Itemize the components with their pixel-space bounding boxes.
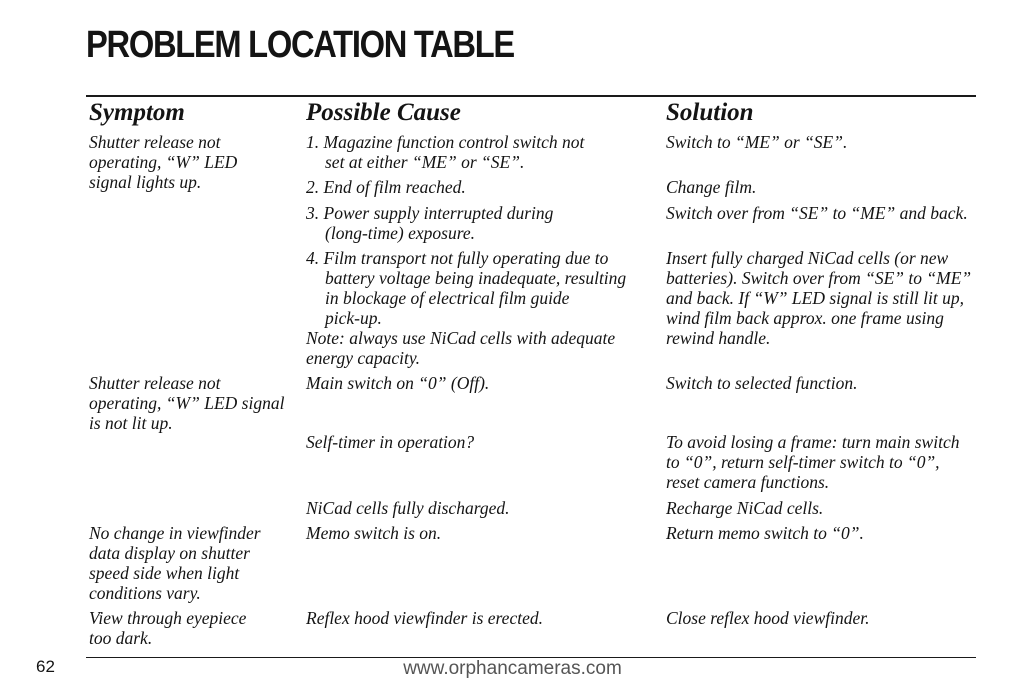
- cause-1-1: [306, 132, 584, 172]
- symptom-4: [89, 608, 246, 648]
- column-header-solution: Solution: [666, 99, 754, 126]
- text-line: View through eyepiece: [89, 608, 247, 628]
- text-line: pick-up.: [325, 308, 382, 328]
- page-title: PROBLEM LOCATION TABLE: [86, 24, 514, 66]
- symptom-3: [89, 523, 261, 603]
- column-header-symptom: Symptom: [89, 99, 185, 126]
- text-line: data display on shutter: [89, 543, 250, 563]
- text-line: 2. End of film reached.: [306, 177, 466, 197]
- text-line: operating, “W” LED signal: [89, 393, 285, 413]
- solution-4: [666, 608, 869, 628]
- text-line: 4. Film transport not fully operating due to: [306, 248, 609, 268]
- cause-1-3: [306, 203, 553, 243]
- solution-1-2: [666, 177, 756, 197]
- solution-3: [666, 523, 864, 543]
- text-line: operating, “W” LED: [89, 152, 238, 172]
- text-line: energy capacity.: [306, 348, 421, 368]
- text-line: set at either “ME” or “SE”.: [325, 152, 525, 172]
- text-line: Self-timer in operation?: [306, 432, 475, 452]
- text-line: Switch to selected function.: [666, 373, 858, 393]
- text-line: to “0”, return self-timer switch to “0”,: [666, 452, 940, 472]
- cause-4: [306, 608, 543, 628]
- text-line: too dark.: [89, 628, 153, 648]
- text-line: (long-time) exposure.: [325, 223, 475, 243]
- cause-2-2: [306, 432, 474, 452]
- text-line: Shutter release not: [89, 132, 221, 152]
- solution-2-1: [666, 373, 857, 393]
- text-line: is not lit up.: [89, 413, 173, 433]
- symptom-2: [89, 373, 284, 433]
- text-line: conditions vary.: [89, 583, 201, 603]
- text-line: 1. Magazine function control switch not: [306, 132, 585, 152]
- page-number: 62: [36, 657, 55, 676]
- text-line: NiCad cells fully discharged.: [306, 498, 510, 518]
- cause-2-1: [306, 373, 489, 393]
- text-line: in blockage of electrical film guide: [325, 288, 570, 308]
- text-line: wind film back approx. one frame using: [666, 308, 944, 328]
- text-line: 3. Power supply interrupted during: [306, 203, 554, 223]
- text-line: Reflex hood viewfinder is erected.: [306, 608, 543, 628]
- cause-1-4: [306, 248, 626, 328]
- solution-1-4: [666, 248, 971, 348]
- cause-3: [306, 523, 441, 543]
- text-line: Shutter release not: [89, 373, 221, 393]
- text-line: Insert fully charged NiCad cells (or new: [666, 248, 949, 268]
- cause-2-3: [306, 498, 510, 518]
- solution-1-3: [666, 203, 968, 223]
- text-line: Change film.: [666, 177, 757, 197]
- cause-1-note: [306, 328, 615, 368]
- text-line: Note: always use NiCad cells with adequate: [306, 328, 616, 348]
- text-line: Switch to “ME” or “SE”.: [666, 132, 848, 152]
- text-line: rewind handle.: [666, 328, 771, 348]
- text-line: Close reflex hood viewfinder.: [666, 608, 870, 628]
- text-line: speed side when light: [89, 563, 240, 583]
- solution-1-1: [666, 132, 847, 152]
- solution-2-3: [666, 498, 823, 518]
- text-line: No change in viewfinder: [89, 523, 261, 543]
- header-rule: [86, 95, 976, 97]
- column-header-possible-cause: Possible Cause: [306, 99, 461, 126]
- text-line: signal lights up.: [89, 172, 202, 192]
- text-line: Main switch on “0” (Off).: [306, 373, 490, 393]
- cause-1-2: [306, 177, 466, 197]
- text-line: battery voltage being inadequate, resulting: [325, 268, 627, 288]
- text-line: Return memo switch to “0”.: [666, 523, 864, 543]
- text-line: reset camera functions.: [666, 472, 830, 492]
- solution-2-2: [666, 432, 959, 492]
- text-line: Switch over from “SE” to “ME” and back.: [666, 203, 968, 223]
- text-line: Recharge NiCad cells.: [666, 498, 824, 518]
- text-line: To avoid losing a frame: turn main switch: [666, 432, 960, 452]
- text-line: Memo switch is on.: [306, 523, 442, 543]
- footer-url: www.orphancameras.com: [403, 658, 622, 679]
- text-line: and back. If “W” LED signal is still lit up,: [666, 288, 965, 308]
- text-line: batteries). Switch over from “SE” to “ME”: [666, 268, 972, 288]
- symptom-1: [89, 132, 237, 192]
